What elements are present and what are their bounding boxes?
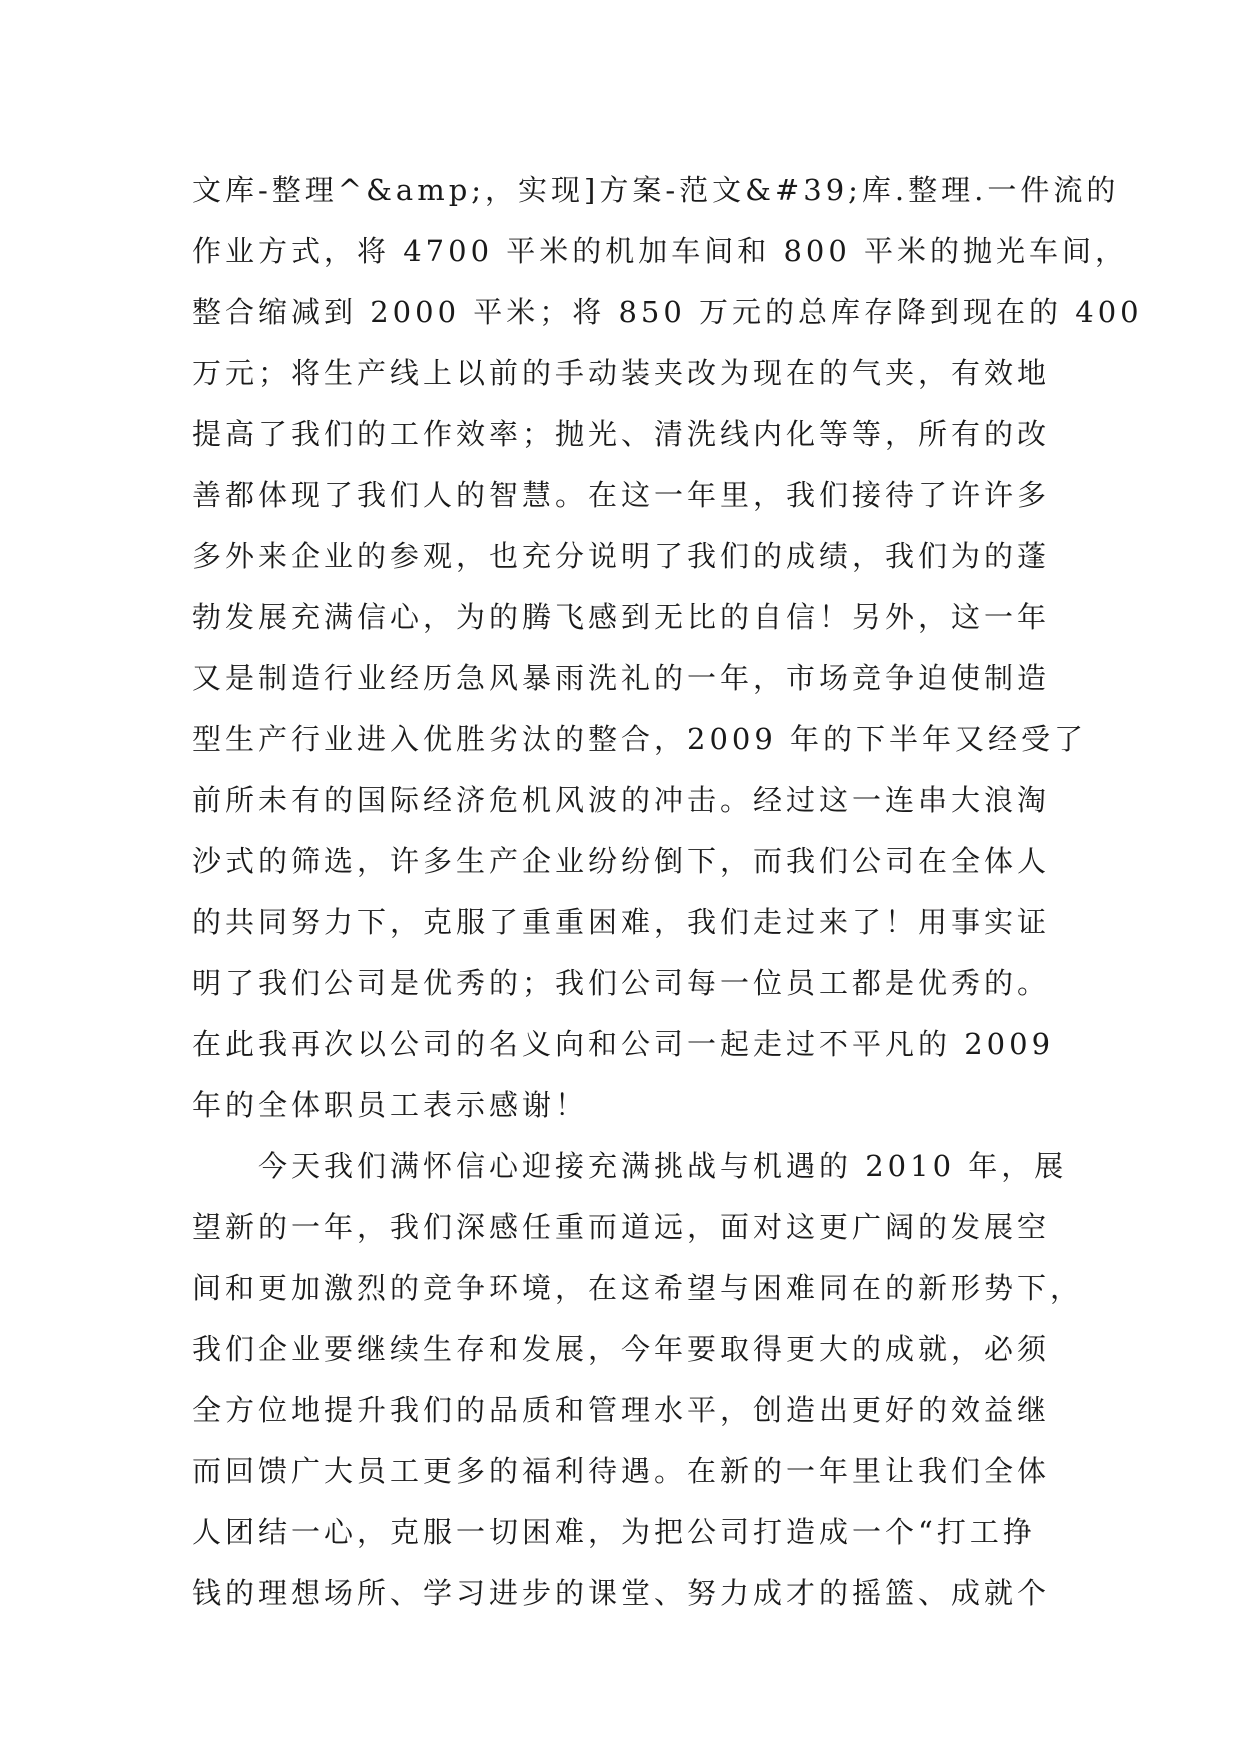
text-line: 前所未有的国际经济危机风波的冲击。经过这一连串大浪淘 <box>192 783 1051 817</box>
text-line: 今天我们满怀信心迎接充满挑战与机遇的 2010 年，展 <box>258 1149 1068 1183</box>
text-line: 人团结一心，克服一切困难，为把公司打造成一个“打工挣 <box>192 1515 1036 1549</box>
text-line: 多外来企业的参观，也充分说明了我们的成绩，我们为的蓬 <box>192 539 1051 573</box>
text-line: 勃发展充满信心，为的腾飞感到无比的自信！另外，这一年 <box>192 600 1051 634</box>
text-line: 而回馈广大员工更多的福利待遇。在新的一年里让我们全体 <box>192 1454 1051 1488</box>
text-line: 又是制造行业经历急风暴雨洗礼的一年，市场竞争迫使制造 <box>192 661 1051 695</box>
text-line: 年的全体职员工表示感谢！ <box>192 1088 589 1122</box>
text-line: 万元；将生产线上以前的手动装夹改为现在的气夹，有效地 <box>192 356 1051 390</box>
text-line: 望新的一年，我们深感任重而道远，面对这更广阔的发展空 <box>192 1210 1051 1244</box>
text-line: 明了我们公司是优秀的；我们公司每一位员工都是优秀的。 <box>192 966 1051 1000</box>
text-line: 整合缩减到 2000 平米；将 850 万元的总库存降到现在的 400 <box>192 295 1143 329</box>
text-line: 全方位地提升我们的品质和管理水平，创造出更好的效益继 <box>192 1393 1051 1427</box>
text-line: 作业方式，将 4700 平米的机加车间和 800 平米的抛光车间， <box>192 234 1129 268</box>
text-line: 型生产行业进入优胜劣汰的整合，2009 年的下半年又经受了 <box>192 722 1088 756</box>
text-line: 的共同努力下，克服了重重困难，我们走过来了！用事实证 <box>192 905 1051 939</box>
text-line: 提高了我们的工作效率；抛光、清洗线内化等等，所有的改 <box>192 417 1051 451</box>
text-line: 善都体现了我们人的智慧。在这一年里，我们接待了许许多 <box>192 478 1051 512</box>
text-line: 在此我再次以公司的名义向和公司一起走过不平凡的 2009 <box>192 1027 1055 1061</box>
body-text <box>192 160 1143 1624</box>
text-line: 钱的理想场所、学习进步的课堂、努力成才的摇篮、成就个 <box>192 1576 1051 1610</box>
text-line: 文库-整理^&amp;，实现]方案-范文&#39;库.整理.一件流的 <box>192 173 1120 207</box>
text-line: 间和更加激烈的竞争环境，在这希望与困难同在的新形势下， <box>192 1271 1084 1305</box>
text-line: 我们企业要继续生存和发展，今年要取得更大的成就，必须 <box>192 1332 1051 1366</box>
text-line: 沙式的筛选，许多生产企业纷纷倒下，而我们公司在全体人 <box>192 844 1051 878</box>
